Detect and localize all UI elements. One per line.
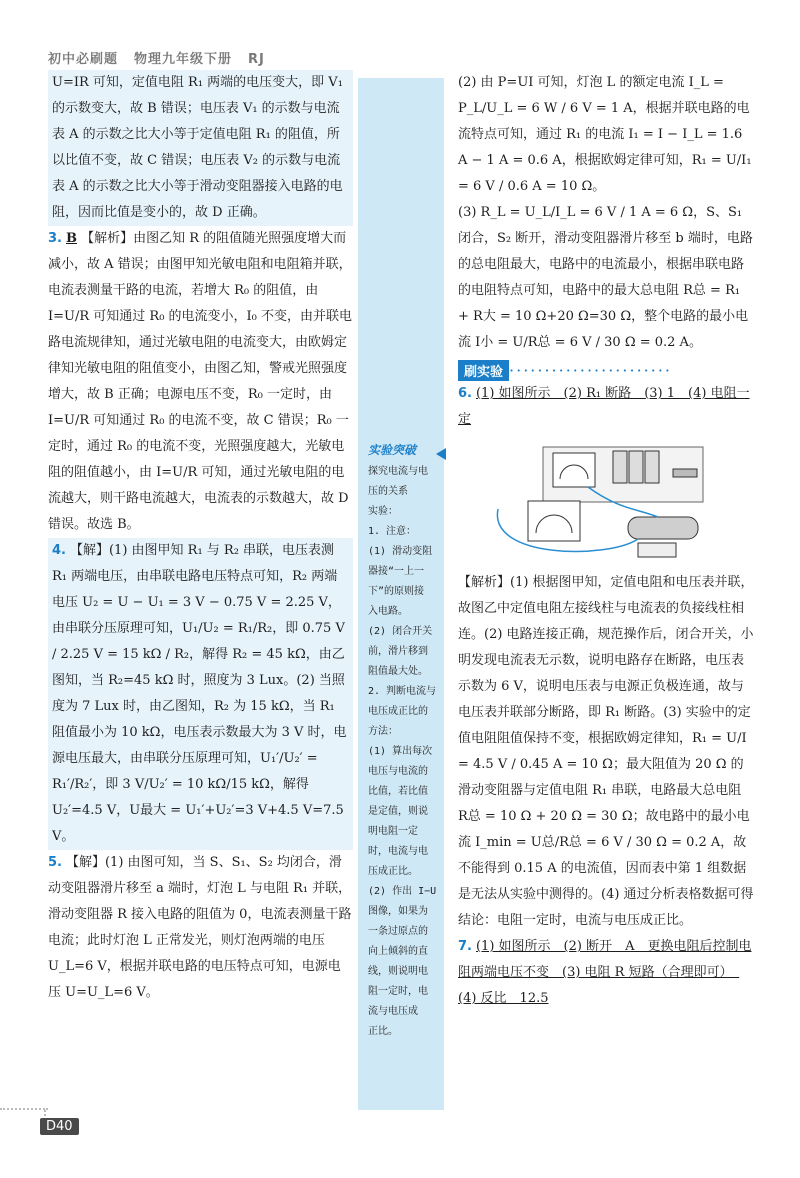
circuit-figure (488, 439, 738, 564)
sidebar-line: (1) 滑动变阻 (368, 546, 433, 557)
sidebar-line: (1) 算出每次 (368, 746, 433, 757)
sidebar-line: 入电路。 (368, 606, 408, 617)
section-header (458, 360, 754, 381)
sidebar-line: 实验： (368, 506, 398, 517)
sidebar-line: 向上倾斜的直 (368, 946, 428, 957)
sidebar-line: 一条过原点的 (368, 926, 428, 937)
sidebar-line: 阻值最大处。 (368, 666, 428, 677)
q6-explanation: 【解析】(1) 根据图甲知，定值电阻和电压表并联，故图乙中定值电阻左接线柱与电流表的负接线柱相连。(2) 电路连接正确，规范操作后，闭合开关，小明发现电流表无示数，说明电路存在断路，电压表示数为 6 V，说明电压表与电源正负极连通，故与电压表并联部分断路，即 R₁ 断路。(3) 实验中的定值电阻阻值保持不变，根据欧姆定律知，R₁ = U/I = 4.5 V / 0.45 A = 10 Ω；最大阻值为 20 Ω 的滑动变阻器与定值电阻 R₁ 串联，电路最大总电阻 R总 = 10 Ω + 20 Ω = 30 Ω；故电路中的最小电流 I_min = U总/R总 = 6 V / 30 Ω = 0.2 A，故不能得到 0.15 A 的电流值，因而表中第 1 组数据是无法从实验中测得的。(4) 通过分析表格数据可得结论：电阻一定时，电流与电压成正比。 (458, 575, 754, 928)
sidebar-line: 时，电流与电 (368, 846, 428, 857)
sidebar-line: 流与电压成 (368, 1006, 418, 1017)
sidebar-lines (368, 462, 444, 1042)
rheostat-icon (628, 517, 698, 539)
circuit-drawing (488, 439, 738, 564)
sidebar-line: 是定值，则说 (368, 806, 428, 817)
q4-explanation: 【解】(1) 由图甲知 R₁ 与 R₂ 串联，电压表测 R₁ 两端电压，由串联电路电压特点可知，R₂ 两端电压 U₂ = U − U₁ = 3 V − 0.75 V = 2.25 V，由串联分压原理可知，U₁/U₂ = R₁/R₂，即 0.75 V / 2.25 V = 15 kΩ / R₂，解得 R₂ = 45 kΩ，由乙图知，当 R₂=45 kΩ 时，照度为 3 Lux。(2) 当照度为 7 Lux 时，由乙图知，R₂ 为 15 kΩ，当 R₁ 阻值最小为 10 kΩ，电压表示数最大为 3 V 时，电源电压最大，由串联分压原理可知，U₁′/U₂′ = R₁′/R₂′，即 3 V/U₂′ = 10 kΩ/15 kΩ，解得 U₂′=4.5 V，U最大 = U₁′+U₂′=3 V+4.5 V=7.5 V。 (52, 543, 347, 844)
corner-dotted-rule (0, 1108, 48, 1110)
q5-part2: (2) 由 P=UI 可知，灯泡 L 的额定电流 I_L = P_L/U_L = 6 W / 6 V = 1 A，根据并联电路的电流特点可知，通过 R₁ 的电流 I₁ = I − I_L = 1.6 A − 1 A = 0.6 A，根据欧姆定律可知，R₁ = U/I₁ = 6 V / 0.6 A = 10 Ω。 (458, 75, 752, 194)
sidebar-line: 明电阻一定 (368, 826, 418, 837)
q4-answer (48, 538, 353, 850)
sidebar-note (368, 440, 444, 1042)
sidebar-line: 2. 判断电流与 (368, 686, 437, 697)
q6-answer-line (458, 381, 754, 433)
sidebar-line: 电压成正比的 (368, 706, 428, 717)
sidebar-line: 方法： (368, 726, 398, 737)
running-header (48, 48, 265, 67)
series-name: 初中必刷题 (48, 52, 119, 67)
sidebar-line: 压的关系 (368, 486, 408, 497)
sidebar-line: 图像，如果为 (368, 906, 428, 917)
ammeter-icon (553, 453, 595, 487)
q3-explanation: 【解析】由图乙知 R 的阻值随光照强度增大而减小，故 A 错误；由图甲知光敏电阻和电阻箱并联，电流表测量干路的电流，若增大 R₀ 的阻值，由 I=U/R 可知通过 R₀ 的电流变小，I₀ 不变，由并联电路电流规律知，通过光敏电阻的电流变大，由欧姆定律知光敏电阻的阻值变小，由图乙知，警戒光照强度增大，故 B 正确；电源电压不变，R₀ 一定时，由 I=U/R 可知通过 R₀ 的电流不变，故 C 错误；R₀ 一定时，通过 R₀ 的电流不变，光照强度越大，光敏电阻的阻值越小，由 I=U/R 可知，通过光敏电阻的电流越大，则干路电流越大，电流表的示数越大，故 D 错误。故选 B。 (48, 231, 353, 532)
q5-number: 5. (48, 855, 62, 870)
sidebar-line: 前，滑片移到 (368, 646, 428, 657)
edition-label: RJ (248, 52, 265, 67)
q7-number: 7. (458, 939, 472, 954)
section-label: 刷实验 (458, 360, 509, 381)
q7-short-answer: (1) 如图所示 (2) 断开 A 更换电阻后控制电阻两端电压不变 (3) 电阻 R 短路（合理即可） (4) 反比 12.5 (458, 939, 752, 1006)
q6-number: 6. (458, 386, 472, 401)
q7-answer-line (458, 934, 754, 1012)
right-column (458, 70, 754, 1012)
switch-icon (673, 469, 697, 477)
sidebar-line: 压成正比。 (368, 866, 418, 877)
left-column (48, 70, 353, 1006)
sidebar-title: 实验突破 (368, 443, 417, 457)
sidebar-line: (2) 闭合开关 (368, 626, 433, 637)
sidebar-line: (2) 作出 I−U (368, 886, 437, 897)
sidebar-line: 阻一定时，电 (368, 986, 428, 997)
sidebar-line: 线，则说明电 (368, 966, 428, 977)
q3-choice: B (65, 231, 77, 246)
battery-icon (613, 451, 627, 483)
resistor-icon (638, 543, 676, 557)
q3-answer (48, 226, 353, 538)
q5-part3: (3) R_L = U_L/I_L = 6 V / 1 A = 6 Ω，S、S₁ 闭合，S₂ 断开，滑动变阻器滑片移至 b 端时，电路的总电阻最大，电路中的电流最小，根据串联电路的电阻特点可知，电路中的最大总电阻 R总 = R₁ + R大 = 10 Ω+20 Ω=30 Ω，整个电路的最小电流 I小 = U/R总 = 6 V / 30 Ω = 0.2 A。 (458, 205, 753, 350)
sidebar-line: 1. 注意： (368, 526, 417, 537)
q4-number: 4. (52, 543, 66, 558)
sidebar-line: 器接“一上一 (368, 566, 425, 577)
section-dots: ······················· (509, 361, 672, 380)
sidebar-line: 比值，若比值 (368, 786, 428, 797)
page-number: D40 (40, 1118, 79, 1135)
subject-name: 物理九年级下册 (134, 52, 233, 67)
voltmeter-icon (528, 501, 580, 541)
q5-explanation: 【解】(1) 由图可知，当 S、S₁、S₂ 均闭合，滑动变阻器滑片移至 a 端时，灯泡 L 与电阻 R₁ 并联，滑动变阻器 R 接入电路的阻值为 0，电流表测量干路电流；此时灯泡 L 正常发光，则灯泡两端的电压 U_L=6 V，根据并联电路的电压特点可知，电源电压 U=U_L=6 V。 (48, 855, 352, 1000)
sidebar-line: 下”的原则接 (368, 586, 425, 597)
sidebar-line: 电压与电流的 (368, 766, 428, 777)
sidebar-line: 正比。 (368, 1026, 398, 1037)
q2-continuation: U=IR 可知，定值电阻 R₁ 两端的电压变大，即 V₁ 的示数变大，故 B 错误；电压表 V₁ 的示数与电流表 A 的示数之比大小等于定值电阻 R₁ 的阻值，所以比值不变，故 C 错误；电压表 V₂ 的示数与电流表 A 的示数之比大小等于滑动变阻器接入电路的电阻，因而比值是变小的，故 D 正确。 (48, 70, 353, 226)
q5-answer (48, 850, 353, 1006)
sidebar-line: 探究电流与电 (368, 466, 428, 477)
q3-number: 3. (48, 231, 62, 246)
q6-short-answer: (1) 如图所示 (2) R₁ 断路 (3) 1 (4) 电阻一定 (458, 386, 750, 427)
